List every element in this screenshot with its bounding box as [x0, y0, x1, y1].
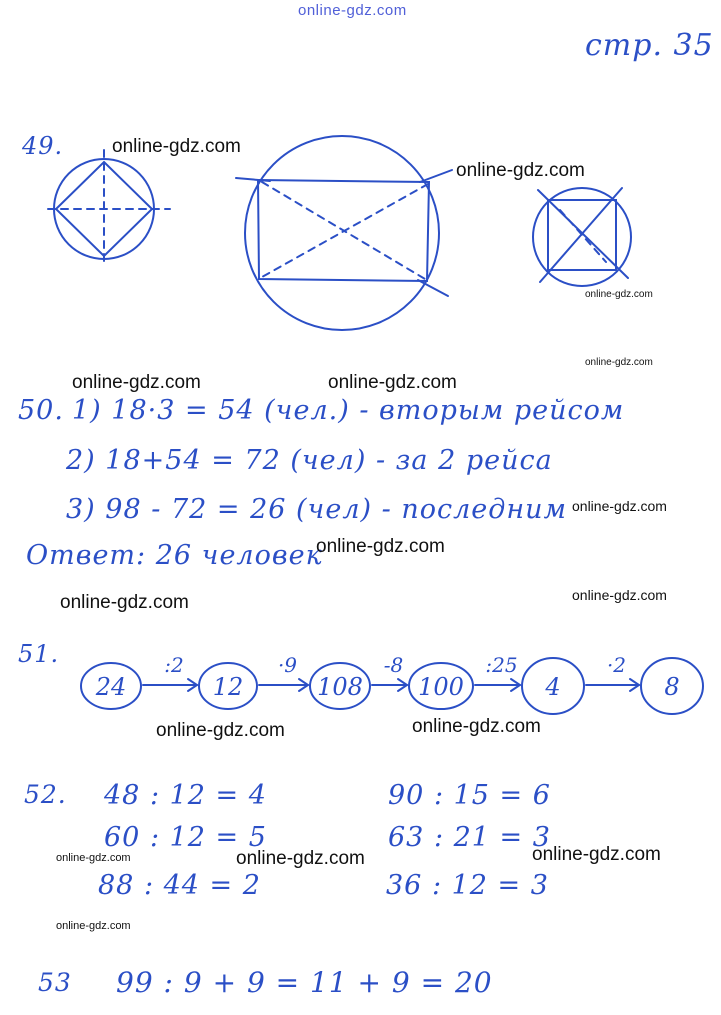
exercise-52-right-2: 63 : 21 = 3	[388, 822, 551, 853]
watermark: online-gdz.com	[156, 720, 285, 741]
exercise-52-left-2: 60 : 12 = 5	[104, 822, 267, 853]
exercise-50-line-3: 3) 98 - 72 = 26 (чел) - последним	[66, 494, 567, 525]
exercise-53-number: 53	[38, 968, 72, 997]
chain-operation-label: :25	[485, 653, 518, 677]
exercise-52-left-1: 48 : 12 = 4	[104, 780, 267, 811]
watermark: online-gdz.com	[236, 848, 365, 869]
watermark: online-gdz.com	[60, 592, 189, 613]
exercise-51-number: 51.	[18, 640, 60, 668]
chain-node-value: 4	[545, 673, 561, 701]
exercise-50-line-2: 2) 18+54 = 72 (чел) - за 2 рейса	[66, 445, 553, 476]
watermark: online-gdz.com	[56, 852, 131, 864]
exercise-49-number: 49.	[22, 132, 64, 160]
exercise-52-left-3: 88 : 44 = 2	[98, 870, 261, 901]
watermark: online-gdz.com	[112, 136, 241, 157]
exercise-53-line: 99 : 9 + 9 = 11 + 9 = 20	[116, 966, 493, 999]
watermark: online-gdz.com	[412, 716, 541, 737]
watermark: online-gdz.com	[572, 587, 667, 603]
chain-node-value: 108	[317, 673, 363, 701]
watermark: online-gdz.com	[328, 372, 457, 393]
chain-operation-label: ·9	[277, 653, 298, 677]
watermark: online-gdz.com	[585, 357, 653, 368]
chain-operation-label: ·2	[606, 653, 627, 677]
chain-node-value: 8	[664, 673, 680, 701]
watermark: online-gdz.com	[72, 372, 201, 393]
page-label: стр. 35	[585, 28, 714, 63]
exercise-52-right-1: 90 : 15 = 6	[388, 780, 551, 811]
exercise-52-right-3: 36 : 12 = 3	[386, 870, 549, 901]
exercise-50-number: 50.	[18, 395, 64, 426]
watermark: online-gdz.com	[316, 536, 445, 557]
chain-node-value: 12	[212, 673, 244, 701]
exercise-50-line-1: 1) 18·3 = 54 (чел.) - вторым рейсом	[72, 395, 625, 426]
watermark-top: online-gdz.com	[298, 2, 407, 19]
chain-node-value: 24	[95, 673, 127, 701]
watermark: online-gdz.com	[456, 160, 585, 181]
chain-operation-label: :2	[164, 653, 184, 677]
watermark: online-gdz.com	[56, 920, 131, 932]
watermark: online-gdz.com	[572, 498, 667, 514]
exercise-52-number: 52.	[24, 780, 67, 809]
watermark: online-gdz.com	[585, 289, 653, 300]
chain-operation-label: -8	[383, 653, 404, 677]
exercise-50-answer: Ответ: 26 человек	[26, 540, 323, 571]
watermark: online-gdz.com	[532, 844, 661, 865]
chain-node-value: 100	[418, 673, 464, 701]
